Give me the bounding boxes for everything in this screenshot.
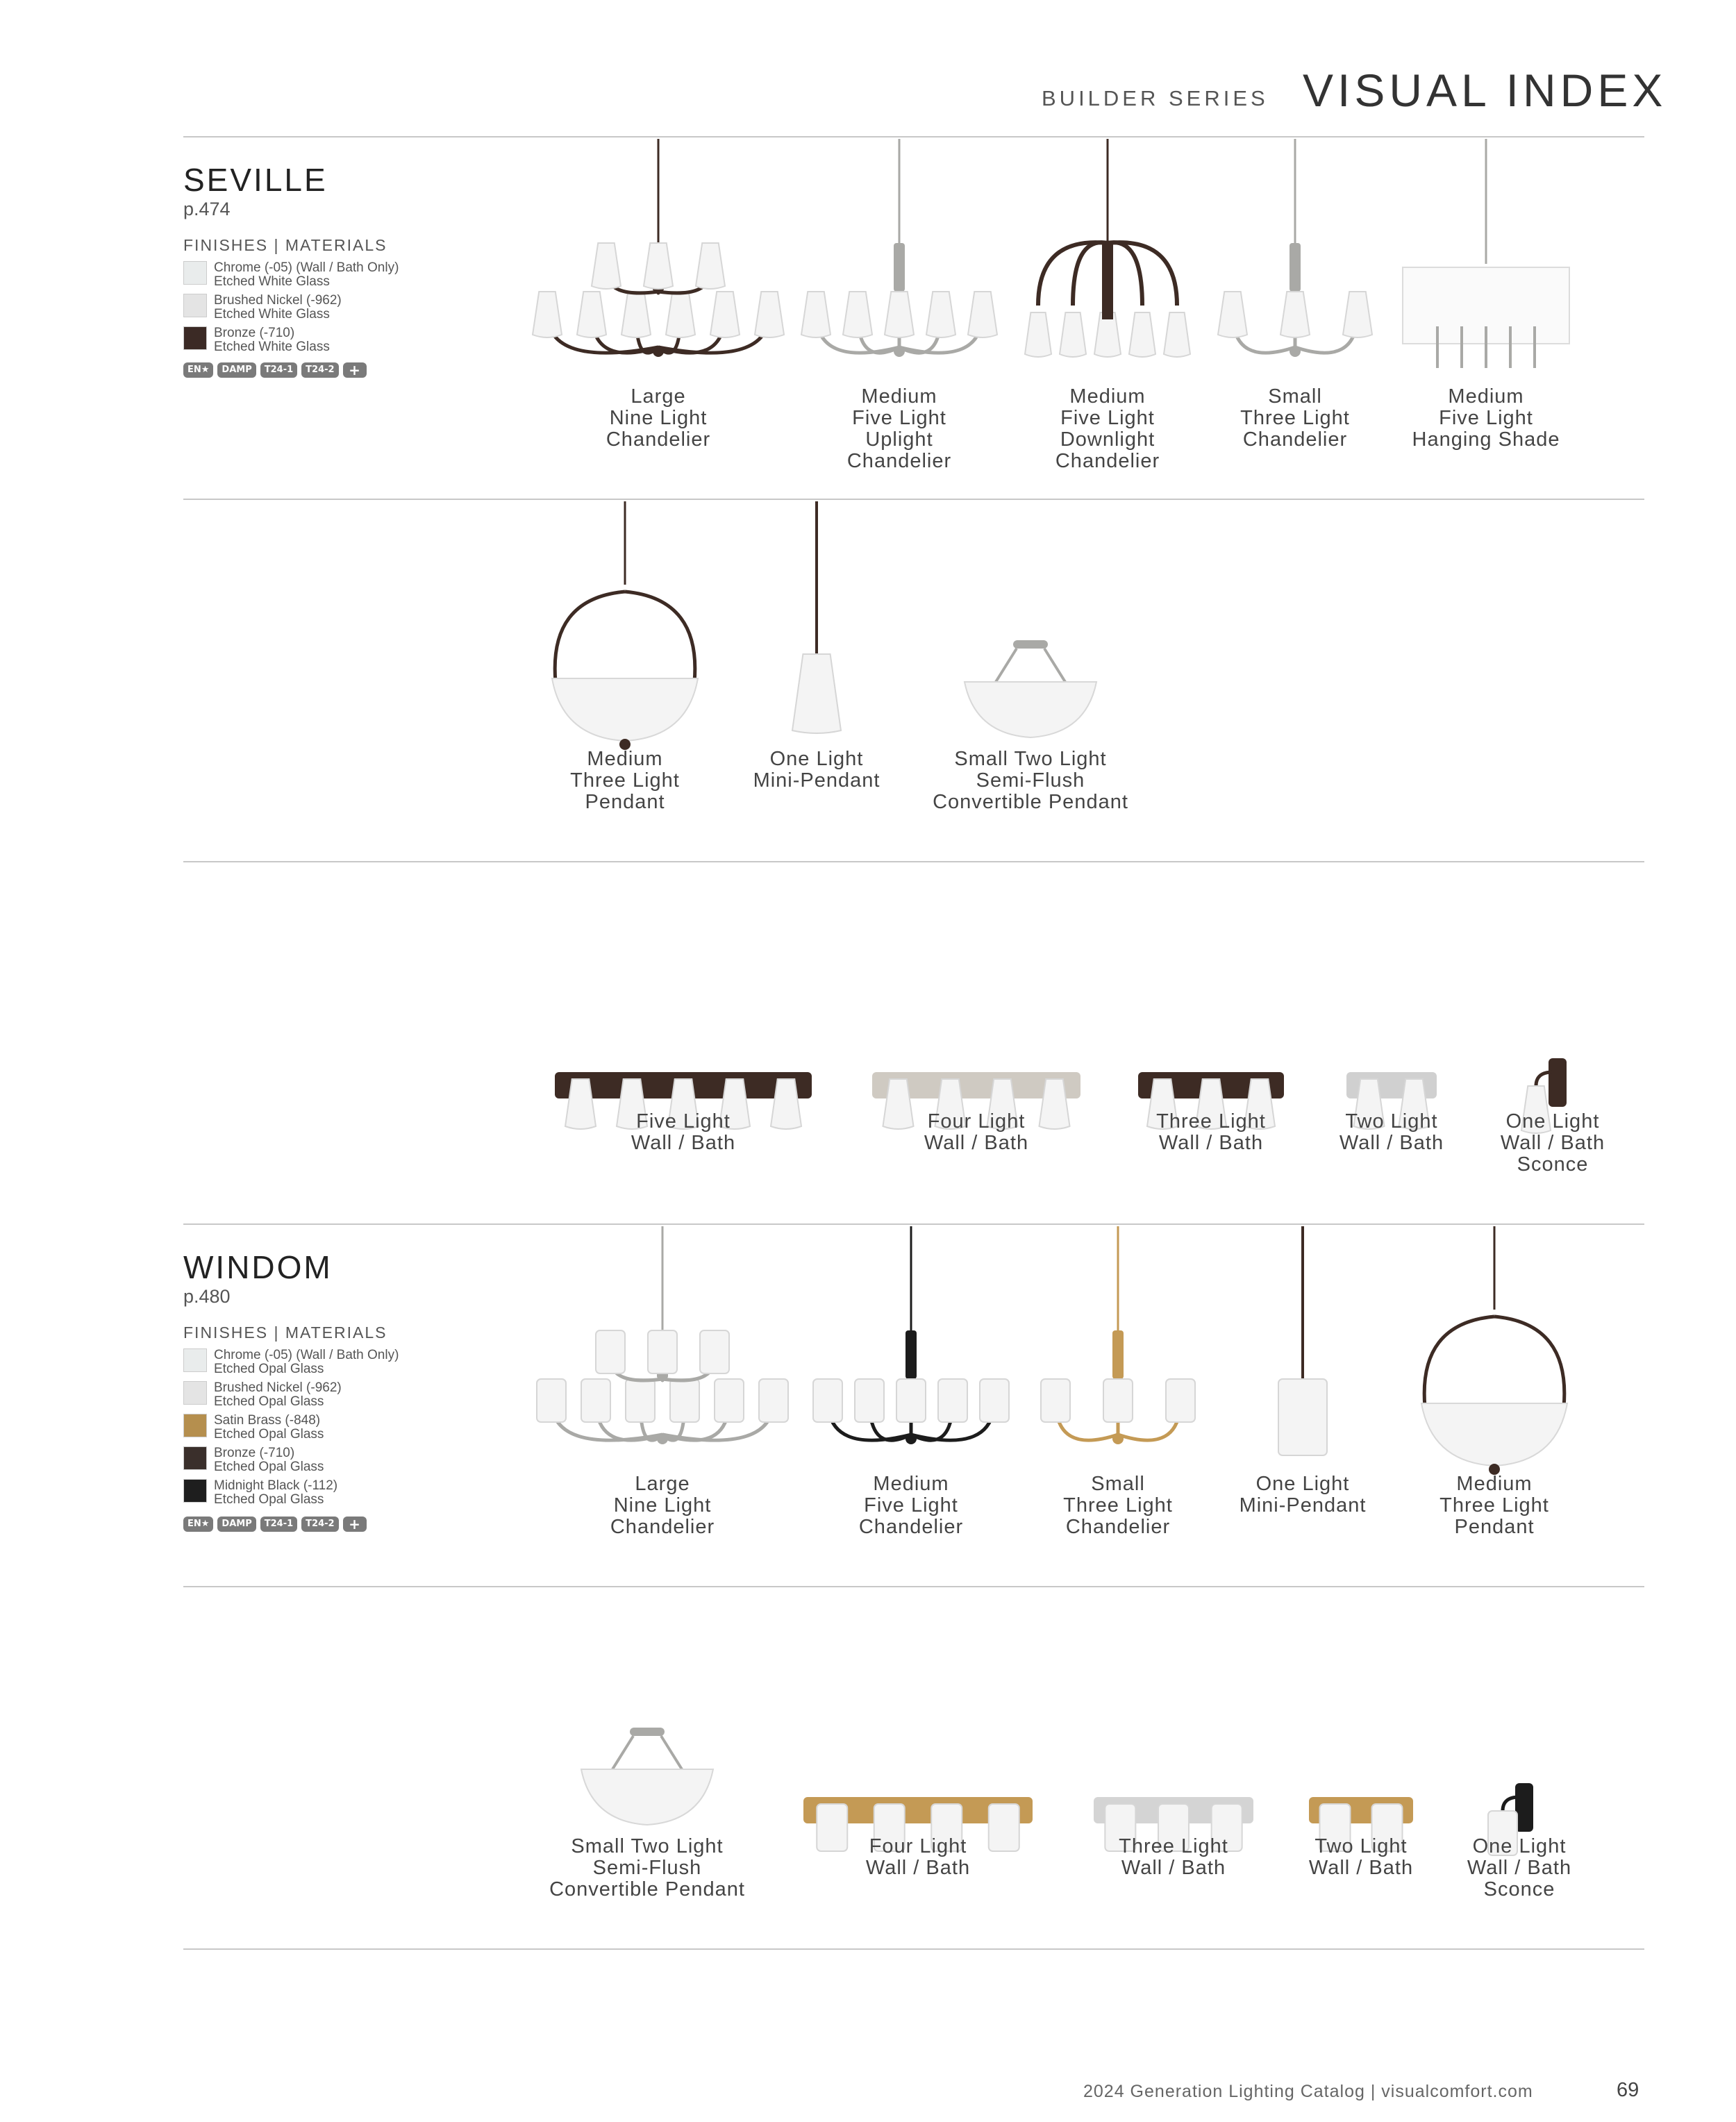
center-column xyxy=(1290,243,1301,292)
glass-shade xyxy=(938,1379,967,1422)
wall-bath-icon xyxy=(851,864,1101,1114)
finishes-heading: FINISHES | MATERIALS xyxy=(183,236,387,254)
glass-shade xyxy=(710,292,740,337)
arm xyxy=(1424,1317,1564,1407)
glass-shade xyxy=(855,1379,884,1422)
glass-shade xyxy=(621,292,651,337)
chandelier-icon xyxy=(537,1226,787,1476)
t24-1-badge: T24-1 xyxy=(260,1517,297,1532)
glass-shade xyxy=(648,1330,677,1373)
glass-shade xyxy=(670,1379,699,1422)
finish-swatch xyxy=(183,261,207,285)
divider xyxy=(183,136,1644,137)
finial xyxy=(894,346,905,357)
arm xyxy=(612,1736,682,1769)
finish-label: Bronze (-710) Etched White Glass xyxy=(214,326,330,354)
canopy xyxy=(630,1728,665,1736)
center-column xyxy=(1102,243,1113,319)
glass-shade xyxy=(644,243,673,289)
glass-shade xyxy=(1025,312,1051,357)
energy-star-badge: EN★ xyxy=(183,362,213,378)
glass-shade xyxy=(626,1379,655,1422)
finishes-heading: FINISHES | MATERIALS xyxy=(183,1323,387,1342)
glass-shade xyxy=(1041,1379,1070,1422)
damp-badge: DAMP xyxy=(217,362,256,378)
canopy xyxy=(1013,640,1048,649)
glass-shade xyxy=(1129,312,1155,357)
semi-flush-icon xyxy=(522,1589,772,1839)
finial xyxy=(1112,1433,1124,1444)
product-label: One Light Wall / Bath Sconce xyxy=(1467,1835,1572,1900)
glass-shade xyxy=(715,1379,744,1422)
finial xyxy=(905,1433,917,1444)
divider xyxy=(183,499,1644,500)
product-label: Small Two Light Semi-Flush Convertible Pendant xyxy=(933,748,1128,813)
product-label: One Light Mini-Pendant xyxy=(753,748,880,792)
hanging-shade-icon xyxy=(1361,139,1611,389)
collection-page-ref[interactable]: p.474 xyxy=(183,199,231,219)
damp-badge: DAMP xyxy=(217,1517,256,1532)
glass-shade xyxy=(759,1379,788,1422)
center-column xyxy=(894,243,905,292)
finish-swatch xyxy=(183,1414,207,1437)
wall-bath-icon xyxy=(558,864,808,1114)
product-label: One Light Wall / Bath Sconce xyxy=(1500,1110,1605,1176)
glass-bowl xyxy=(581,1769,713,1825)
finish-swatch xyxy=(183,1348,207,1372)
collection-name: WINDOM xyxy=(183,1249,333,1285)
glass-shade xyxy=(537,1379,566,1422)
wall-bath-icon xyxy=(793,1589,1043,1839)
finish-label: Chrome (-05) (Wall / Bath Only) Etched Opal Glass xyxy=(214,1348,399,1376)
arm xyxy=(555,592,695,682)
product-label: Medium Five Light Hanging Shade xyxy=(1412,385,1560,451)
finish-swatch xyxy=(183,1479,207,1503)
finial xyxy=(657,1433,668,1444)
finish-swatch xyxy=(183,294,207,317)
product-label: Small Three Light Chandelier xyxy=(1063,1473,1173,1538)
glass-shade xyxy=(896,1379,926,1422)
glass-bowl xyxy=(965,682,1096,737)
collection-name: SEVILLE xyxy=(183,162,328,198)
glass-shade xyxy=(1060,312,1086,357)
glass-shade xyxy=(1218,292,1247,337)
glass-shade xyxy=(801,292,831,337)
finish-label: Brushed Nickel (-962) Etched White Glass xyxy=(214,293,342,321)
chandelier-icon xyxy=(533,139,783,389)
product-label: Three Light Wall / Bath xyxy=(1119,1835,1228,1879)
glass-shade xyxy=(596,1330,625,1373)
glass-bowl xyxy=(552,678,698,741)
product-label: One Light Mini-Pendant xyxy=(1239,1473,1367,1517)
glass-shade xyxy=(1278,1379,1327,1455)
product-label: Three Light Wall / Bath xyxy=(1156,1110,1266,1154)
center-column xyxy=(1112,1330,1124,1379)
product-label: Medium Three Light Pendant xyxy=(1439,1473,1549,1538)
glass-shade xyxy=(577,292,606,337)
certification-badges xyxy=(183,362,367,378)
finish-swatch xyxy=(183,1446,207,1470)
mini-pendant-icon xyxy=(692,501,942,751)
divider xyxy=(183,1223,1644,1225)
arm xyxy=(996,649,1065,682)
page-number: 69 xyxy=(1617,2079,1639,2101)
finish-swatch xyxy=(183,326,207,350)
glass-bowl xyxy=(1421,1403,1567,1466)
finish-label: Chrome (-05) (Wall / Bath Only) Etched White Glass xyxy=(214,260,399,289)
plus-icon: + xyxy=(343,1517,367,1532)
product-label: Medium Three Light Pendant xyxy=(570,748,680,813)
glass-shade xyxy=(1280,292,1310,337)
t24-2-badge: T24-2 xyxy=(301,1517,338,1532)
glass-shade xyxy=(533,292,562,337)
series-label: BUILDER SERIES xyxy=(1042,86,1269,110)
product-label: Two Light Wall / Bath xyxy=(1339,1110,1444,1154)
finial xyxy=(1290,346,1301,357)
product-label: Medium Five Light Uplight Chandelier xyxy=(846,385,952,472)
glass-shade xyxy=(817,1804,847,1851)
backplate xyxy=(1549,1058,1567,1107)
glass-shade xyxy=(885,292,914,337)
page-title: VISUAL INDEX xyxy=(1303,65,1667,116)
glass-shade xyxy=(1103,1379,1133,1422)
product-label: Small Two Light Semi-Flush Convertible Pendant xyxy=(549,1835,745,1900)
sconce-icon xyxy=(1394,1589,1644,1839)
glass-shade xyxy=(666,292,695,337)
product-label: Two Light Wall / Bath xyxy=(1308,1835,1414,1879)
product-label: Medium Five Light Chandelier xyxy=(858,1473,964,1538)
glass-shade xyxy=(592,243,621,289)
product-label: Small Three Light Chandelier xyxy=(1240,385,1350,451)
plus-icon: + xyxy=(343,362,367,378)
sconce-icon xyxy=(1428,864,1678,1114)
finish-label: Satin Brass (-848) Etched Opal Glass xyxy=(214,1413,324,1442)
t24-2-badge: T24-2 xyxy=(301,362,338,378)
glass-shade xyxy=(581,1379,610,1422)
finish-label: Midnight Black (-112) Etched Opal Glass xyxy=(214,1478,338,1507)
product-label: Five Light Wall / Bath xyxy=(631,1110,736,1154)
glass-shade xyxy=(696,243,725,289)
energy-star-badge: EN★ xyxy=(183,1517,213,1532)
certification-badges xyxy=(183,1517,367,1532)
semi-flush-icon xyxy=(905,501,1155,751)
glass-shade xyxy=(700,1330,729,1373)
product-label: Medium Five Light Downlight Chandelier xyxy=(1055,385,1160,472)
glass-shade xyxy=(989,1804,1019,1851)
collection-page-ref[interactable]: p.480 xyxy=(183,1286,231,1307)
glass-shade xyxy=(813,1379,842,1422)
divider xyxy=(183,861,1644,862)
bowl-pendant-icon xyxy=(1369,1226,1619,1476)
finish-label: Bronze (-710) Etched Opal Glass xyxy=(214,1446,324,1474)
glass-shade xyxy=(792,654,841,733)
product-label: Large Nine Light Chandelier xyxy=(606,385,711,451)
t24-1-badge: T24-1 xyxy=(260,362,297,378)
footer-text: 2024 Generation Lighting Catalog | visualcomfort.com xyxy=(1083,2082,1533,2101)
glass-shade xyxy=(843,292,872,337)
product-label: Four Light Wall / Bath xyxy=(924,1110,1029,1154)
divider xyxy=(183,1586,1644,1587)
glass-shade xyxy=(926,292,955,337)
finial xyxy=(653,346,664,357)
center-column xyxy=(905,1330,917,1379)
finish-label: Brushed Nickel (-962) Etched Opal Glass xyxy=(214,1380,342,1409)
product-label: Large Nine Light Chandelier xyxy=(610,1473,715,1538)
divider xyxy=(183,1948,1644,1950)
finish-swatch xyxy=(183,1381,207,1405)
product-label: Four Light Wall / Bath xyxy=(865,1835,971,1879)
